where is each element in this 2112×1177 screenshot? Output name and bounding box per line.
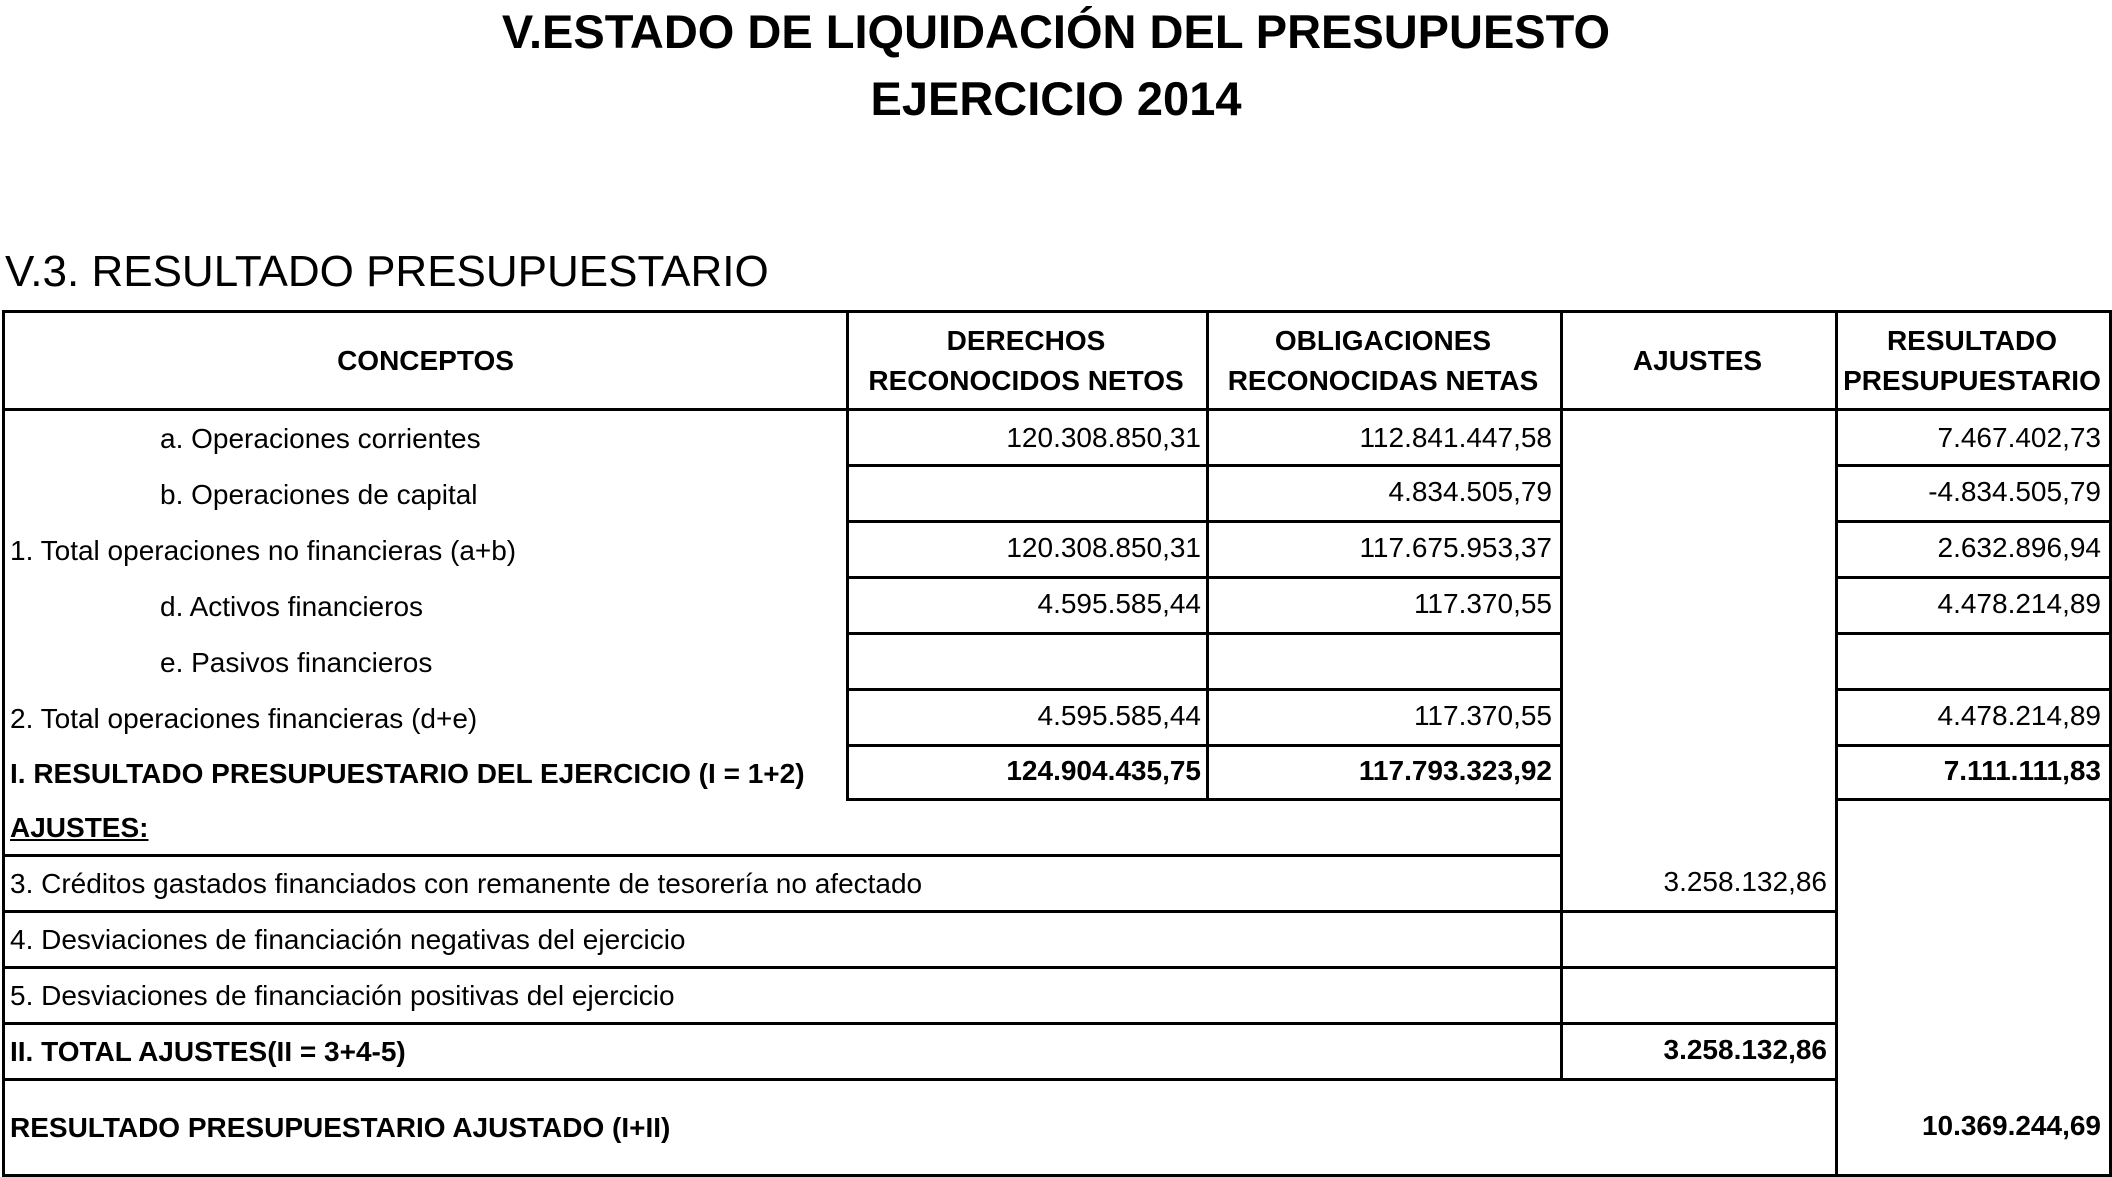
table-row-label: e. Pasivos financieros xyxy=(160,647,433,678)
table-row-resultado: 4.478.214,89 xyxy=(1835,576,2109,635)
report-title: V.ESTADO DE LIQUIDACIÓN DEL PRESUPUESTO xyxy=(501,5,1611,58)
table-row-obligaciones: 117.370,55 xyxy=(1206,576,1563,635)
table-row-resultado: 7.467.402,73 xyxy=(1835,411,2109,467)
table-row-resultado: 4.478.214,89 xyxy=(1835,688,2109,747)
table-row-label: 2. Total operaciones financieras (d+e) xyxy=(10,703,478,734)
ajustes-column-upper xyxy=(1560,408,1838,854)
ajustes-row-label: 5. Desviaciones de financiación positivas del ejercicio xyxy=(2,969,1563,1025)
table-row-obligaciones: 4.834.505,79 xyxy=(1206,464,1563,523)
table-row-derechos xyxy=(846,632,1209,691)
table-row-derechos: 4.595.585,44 xyxy=(846,576,1209,635)
table-row-derechos: 120.308.850,31 xyxy=(846,520,1209,579)
table-row-resultado: -4.834.505,79 xyxy=(1835,464,2109,523)
table-row-derechos: 4.595.585,44 xyxy=(846,688,1209,747)
table-row-resultado: 2.632.896,94 xyxy=(1835,520,2109,579)
header-obligaciones-line2: RECONOCIDAS NETAS xyxy=(1227,364,1539,396)
table-row-label: d. Activos financieros xyxy=(160,591,424,622)
table-row-obligaciones: 117.370,55 xyxy=(1206,688,1563,747)
divider xyxy=(1835,798,1838,1081)
table-row-derechos xyxy=(846,464,1209,523)
final-row-label: RESULTADO PRESUPUESTARIO AJUSTADO (I+II) xyxy=(2,1081,1838,1177)
table-row-obligaciones: 117.793.323,92 xyxy=(1206,744,1563,801)
header-conceptos xyxy=(2,310,849,411)
header-conceptos-label: CONCEPTOS xyxy=(337,344,514,376)
header-derechos-line1: DERECHOS xyxy=(946,324,1106,356)
section-title: V.3. RESULTADO PRESUPUESTARIO xyxy=(5,247,769,296)
header-ajustes xyxy=(1560,310,1838,411)
final-row-value: 10.369.244,69 xyxy=(1835,1078,2109,1177)
table-row-resultado: 7.111.111,83 xyxy=(1835,744,2109,801)
header-resultado xyxy=(1835,310,2112,411)
ajustes-row-value xyxy=(1560,910,1838,969)
ajustes-row-value: 3.258.132,86 xyxy=(1560,854,1838,913)
ajustes-row-value xyxy=(1560,966,1838,1025)
ajustes-section-label: AJUSTES: xyxy=(2,801,1563,857)
ajustes-total-value: 3.258.132,86 xyxy=(1560,1022,1838,1081)
table-row-derechos: 124.904.435,75 xyxy=(846,744,1209,801)
ajustes-row-label: 4. Desviaciones de financiación negativas del ejercicio xyxy=(2,913,1563,969)
table-row-label: a. Operaciones corrientes xyxy=(160,423,481,454)
header-obligaciones-line1: OBLIGACIONES xyxy=(1274,324,1492,356)
header-derechos-line2: RECONOCIDOS NETOS xyxy=(868,364,1184,396)
table-row-obligaciones xyxy=(1206,632,1563,691)
header-resultado-line2: PRESUPUESTARIO xyxy=(1843,364,2101,396)
header-ajustes-label: AJUSTES xyxy=(1632,344,1763,376)
header-derechos xyxy=(846,310,1209,411)
table-row-resultado xyxy=(1835,632,2109,691)
header-resultado-line1: RESULTADO xyxy=(1886,324,2058,356)
ajustes-row-label: II. TOTAL AJUSTES(II = 3+4-5) xyxy=(2,1025,1563,1081)
report-subtitle-year: EJERCICIO 2014 xyxy=(870,72,1242,125)
table-row-obligaciones: 112.841.447,58 xyxy=(1206,411,1563,467)
table-row-label: b. Operaciones de capital xyxy=(160,479,478,510)
resultado-empty-cell xyxy=(1838,798,2109,1081)
table-row-label: 1. Total operaciones no financieras (a+b) xyxy=(10,535,517,566)
table-row-derechos: 120.308.850,31 xyxy=(846,411,1209,467)
table-row-label: I. RESULTADO PRESUPUESTARIO DEL EJERCICIO (I = 1+2) xyxy=(10,758,805,789)
header-obligaciones xyxy=(1206,310,1563,411)
table-row-obligaciones: 117.675.953,37 xyxy=(1206,520,1563,579)
ajustes-row-label: 3. Créditos gastados financiados con remanente de tesorería no afectado xyxy=(2,857,1563,913)
